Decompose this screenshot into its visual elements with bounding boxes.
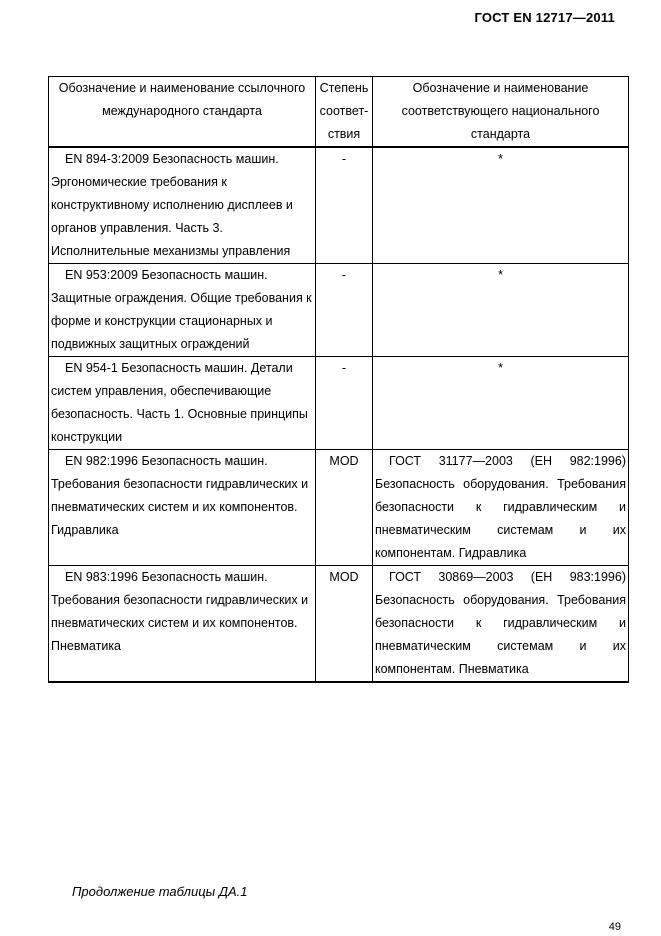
national-standard-cell: * <box>373 357 629 450</box>
table-row <box>49 147 629 264</box>
table-continuation-caption: Продолжение таблицы ДА.1 <box>72 884 248 899</box>
page-number: 49 <box>608 921 621 933</box>
national-standard-cell: ГОСТ 31177—2003 (ЕН 982:1996) Безопасность оборудования. Требования безопасности к гидравлическим и пневматическим системам и их компонентам. Гидравлика <box>373 450 629 566</box>
international-standard-cell: EN 982:1996 Безопасность машин. Требования безопасности гидравлических и пневматических систем и их компонентов. Гидравлика <box>49 450 316 566</box>
column-header-national: Обозначение и наименование соответствующего национального стандарта <box>373 77 629 148</box>
column-header-international: Обозначение и наименование ссылочного международного стандарта <box>49 77 316 148</box>
international-standard-cell: EN 894-3:2009 Безопасность машин. Эргономические требования к конструктивному исполнению дисплеев и органов управления. Часть 3. Исполнительные механизмы управления <box>49 147 316 264</box>
table-row <box>49 566 629 683</box>
document-code: ГОСТ EN 12717—2011 <box>474 10 615 25</box>
table-row <box>49 357 629 450</box>
degree-cell: MOD <box>316 450 373 566</box>
table-header-row <box>49 77 629 148</box>
degree-cell: - <box>316 357 373 450</box>
reference-standards-table <box>48 76 629 683</box>
national-standard-cell: * <box>373 147 629 264</box>
degree-cell: - <box>316 264 373 357</box>
national-standard-cell: ГОСТ 30869—2003 (ЕН 983:1996) Безопасность оборудования. Требования безопасности к гидравлическим и пневматическим системам и их компонентам. Пневматика <box>373 566 629 683</box>
international-standard-cell: EN 954-1 Безопасность машин. Детали систем управления, обеспечивающие безопасность. Часть 1. Основные принципы конструкции <box>49 357 316 450</box>
international-standard-cell: EN 953:2009 Безопасность машин. Защитные ограждения. Общие требования к форме и конструкции стационарных и подвижных защитных ограждений <box>49 264 316 357</box>
degree-cell: - <box>316 147 373 264</box>
international-standard-cell: EN 983:1996 Безопасность машин. Требования безопасности гидравлических и пневматических систем и их компонентов. Пневматика <box>49 566 316 683</box>
degree-cell: MOD <box>316 566 373 683</box>
table-row <box>49 450 629 566</box>
national-standard-cell: * <box>373 264 629 357</box>
table-row <box>49 264 629 357</box>
column-header-degree: Степень соответ-ствия <box>316 77 373 148</box>
